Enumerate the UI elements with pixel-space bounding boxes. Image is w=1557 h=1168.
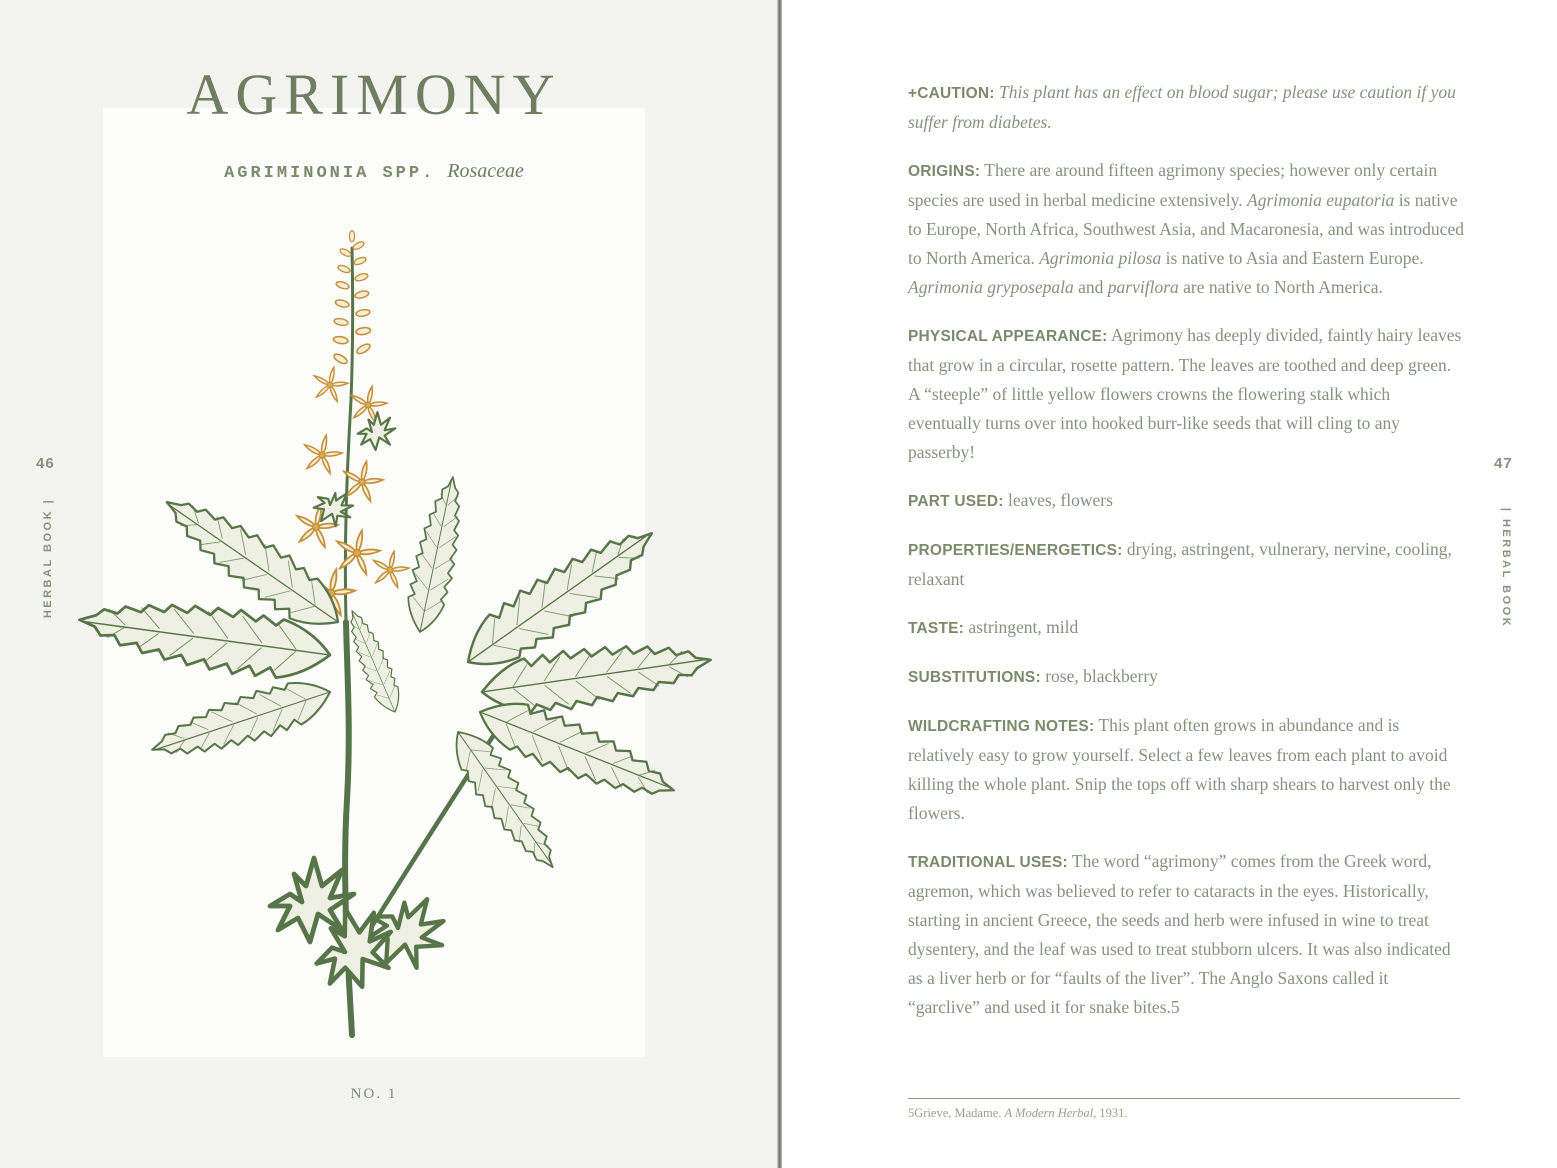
family-name: Rosaceae — [447, 160, 524, 182]
herb-info-section — [908, 662, 1464, 692]
page-title: AGRIMONY — [186, 62, 562, 127]
section-body: Agrimony has deeply divided, faintly hairy leaves that grow in a circular, rosette pattern. The leaves are toothed and deep green. A “steeple” of little yellow flowers crowns the flowering stalk which eventually turns over into hooked burr-like seeds that will cling to any passerby! — [908, 325, 1462, 462]
section-label: PROPERTIES/ENERGETICS: — [908, 542, 1123, 559]
left-page — [0, 0, 777, 1168]
section-label: TASTE: — [908, 620, 965, 637]
species-name: AGRIMINONIA SPP. — [224, 164, 436, 183]
section-label: SUBSTITUTIONS: — [908, 669, 1041, 686]
herb-info-section — [908, 321, 1464, 467]
footnote — [908, 1098, 1460, 1121]
section-body: This plant often grows in abundance and is relatively easy to grow yourself. Select a few leaves from each plant to avoid killing the whole plant. Snip the tops off with sharp shears to harvest only the flowers. — [908, 715, 1451, 823]
plate-caption: NO. 1 — [350, 1086, 398, 1102]
section-label: +CAUTION: — [908, 85, 995, 102]
footnote-text: 5Grieve, Madame. A Modern Herbal, 1931. — [908, 1106, 1128, 1120]
spine-label-left: HERBAL BOOK | — [42, 497, 54, 619]
footnote-rule — [908, 1098, 1460, 1099]
section-body: drying, astringent, vulnerary, nervine, cooling, relaxant — [908, 539, 1452, 589]
section-body: astringent, mild — [968, 617, 1079, 637]
herb-info-section — [908, 535, 1464, 594]
spine-label-right: | HERBAL BOOK — [1500, 507, 1512, 629]
section-label: TRADITIONAL USES: — [908, 854, 1068, 871]
section-label: ORIGINS: — [908, 163, 981, 180]
section-label: WILDCRAFTING NOTES: — [908, 718, 1095, 735]
section-body: rose, blackberry — [1045, 666, 1158, 686]
page-number-left: 46 — [36, 455, 55, 472]
section-label: PHYSICAL APPEARANCE: — [908, 328, 1108, 345]
herb-info-section — [908, 847, 1464, 1022]
herb-info-section — [908, 78, 1464, 137]
herb-article — [908, 78, 1464, 1041]
section-label: PART USED: — [908, 493, 1004, 510]
article-sections — [908, 78, 1464, 1022]
herb-info-section — [908, 613, 1464, 643]
section-body: There are around fifteen agrimony species; however only certain species are used in herbal medicine extensively. Agrimonia eupatoria is native to Europe, North Africa, Southwest Asia, and Macaronesia, and was introduced to North America. Agrimonia pilosa is native to Asia and Eastern Europe. Agrimonia gryposepala and parviflora are native to North America. — [908, 160, 1464, 297]
herb-info-section — [908, 156, 1464, 302]
section-body: The word “agrimony” comes from the Greek word, agremon, which was believed to refer to cataracts in the eyes. Historically, starting in ancient Greece, the seeds and herb were infused in wine to treat dysentery, and the leaf was used to treat stubborn ulcers. It was also indicated as a liver herb or for “faults of the liver”. The Anglo Saxons called it “garclive” and used it for snake bites.5 — [908, 851, 1451, 1017]
section-body: This plant has an effect on blood sugar; please use caution if you suffer from diabetes. — [908, 82, 1456, 132]
page-number-right: 47 — [1494, 455, 1513, 472]
section-body: leaves, flowers — [1007, 490, 1113, 510]
herb-info-section — [908, 711, 1464, 828]
herb-subtitle — [103, 160, 645, 183]
herb-info-section — [908, 486, 1464, 516]
